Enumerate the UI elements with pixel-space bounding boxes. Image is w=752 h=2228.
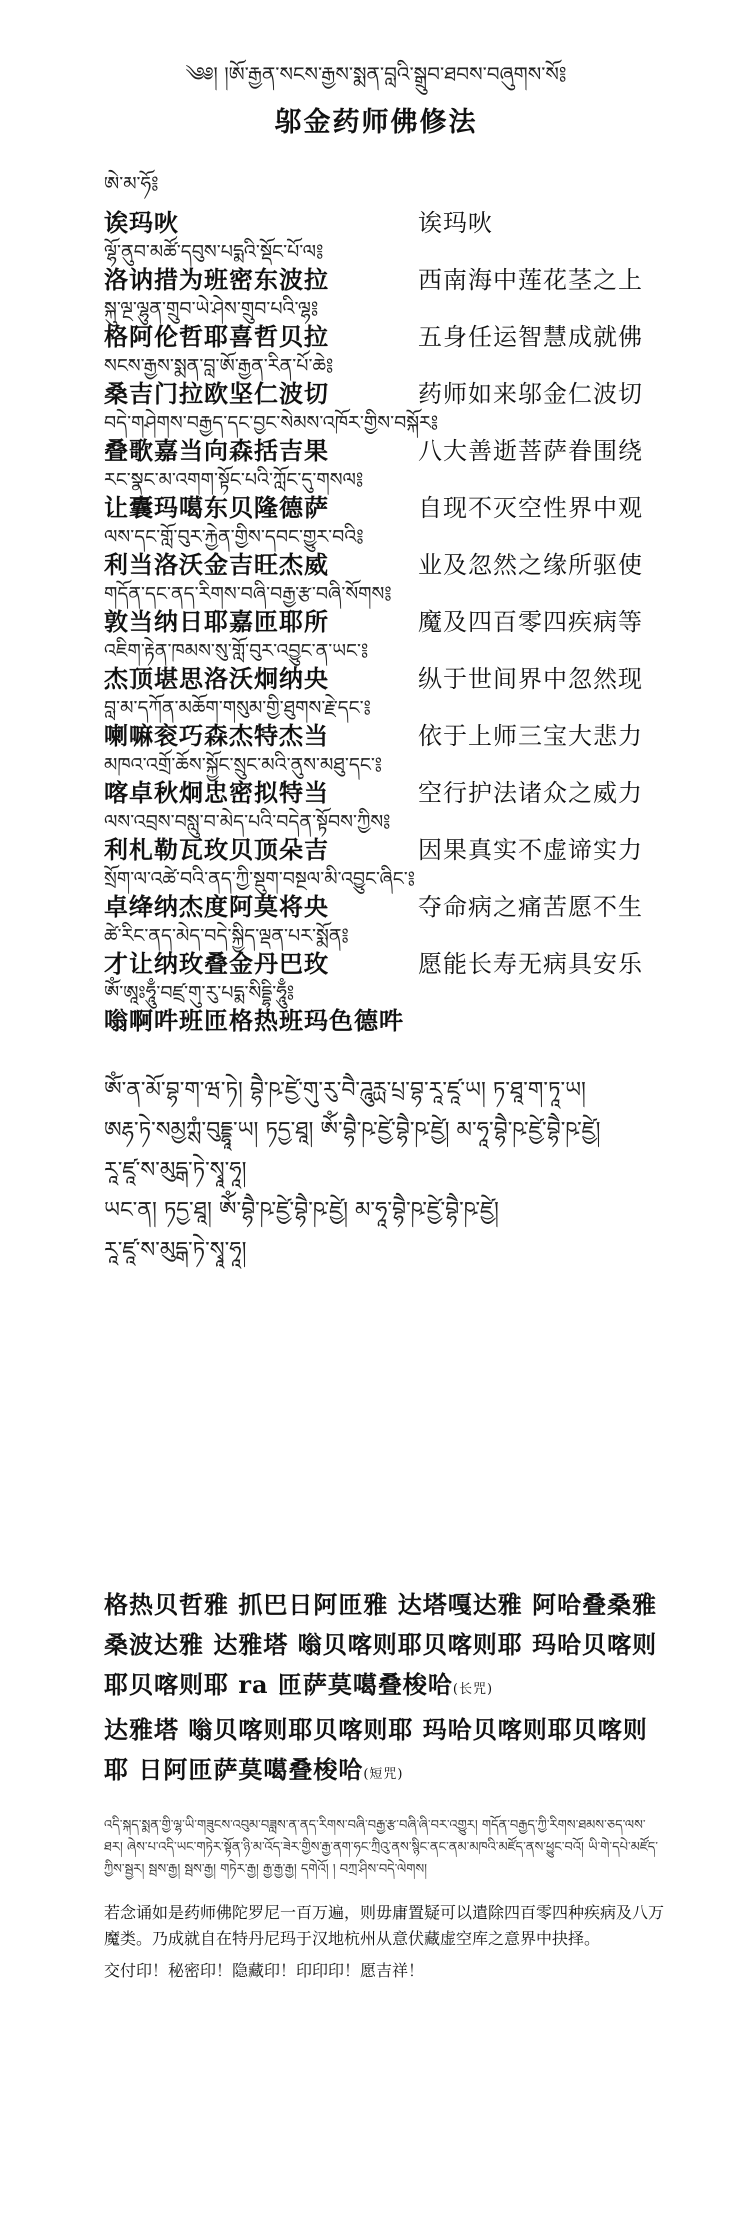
verse-tibetan: སྐུ་ལྔ་ལྷུན་གྲུབ་ཡེ་ཤེས་གྲུབ་པའི་ལྷ༔ [104,298,319,320]
verse-translation: 依于上师三宝大悲力 [418,722,643,750]
footer-note: 若念诵如是药师佛陀罗尼一百万遍，则毋庸置疑可以遣除四百零四种疾病及八万魔类。乃成就自在特丹尼玛于汉地杭州从意伏藏虚空库之意界中抉择。 [104,1903,665,1948]
footer-tibetan: འདི་སྐད་སྨན་གྱི་ལྷ་ཡི་གཟུངས་འབུམ་བཟླས་ན་ནད་རིགས་བཞི་བརྒྱ་རྩ་བཞི་ཞི་བར་འགྱུར། གདོན་བརྒྱད་ཀྱི་རིགས་ཐམས་ཅད་ལས་ཐར། ཞེས་པ་འདི་ཡང་གཏེར་སྟོན་ཉི་མ་འོད་ཟེར་གྱིས་རྒྱ་ནག་ཧང་ཀྲིའུ་ནས་སྙིང་ནང་ནམ་མཁའི་མཛོད་ནས་ཕྱུང་བའོ། ཡི་གེ་དཔེ་མཛོད་ཀྱིས་སྦྱར། སྦས་རྒྱ། སྦས་རྒྱ། གཏེར་རྒྱ། རྒྱ་རྒྱ་རྒྱ། དགེའོ། ། བཀྲ་ཤིས་བདེ་ལེགས། [104,1818,659,1877]
verse-tibetan: སངས་རྒྱས་སྨན་བླ་ཨོ་རྒྱན་རིན་པོ་ཆེ༔ [104,355,334,377]
mantra-tibetan-line: རཱ་ཛཱ་ས་མུདྒ་ཏེ་སྭཱ་ཧཱ། [104,1158,247,1183]
verse-transliteration: 卓绛纳杰度阿莫将央 [104,892,329,921]
verse-translation: 魔及四百零四疾病等 [418,608,643,636]
verse-translation: 药师如来邬金仁波切 [418,380,643,408]
short-mantra-text: 达雅塔 嗡贝喀则耶贝喀则耶 玛哈贝喀则耶贝喀则耶 日阿匝萨莫噶叠梭哈 [104,1715,648,1784]
verse-tibetan: རང་སྣང་མ་འགག་སྟོང་པའི་ཀློང་དུ་གསལ༔ [104,469,364,491]
verse-translation: 纵于世间界中忽然现 [418,665,643,693]
long-mantra-text: 格热贝哲雅 抓巴日阿匝雅 达塔嘎达雅 阿哈叠桑雅桑波达雅 达雅塔 嗡贝喀则耶贝喀则耶 玛哈贝喀则耶贝喀则耶 ra 匝萨莫噶叠梭哈 [104,1590,658,1699]
verse-transliteration: 喀卓秋炯忠密拟特当 [104,778,329,807]
verse-tibetan: བླ་མ་དཀོན་མཆོག་གསུམ་གྱི་ཐུགས་རྗེ་དང་༔ [104,697,371,719]
verse-translation: 夺命病之痛苦愿不生 [418,893,643,921]
verse-tibetan: གདོན་དང་ནད་རིགས་བཞི་བརྒྱ་རྩ་བཞི་སོགས༔ [104,583,392,605]
verse-transliteration: 嗡啊吽班匝格热班玛色德吽 [104,1006,404,1035]
verse-transliteration: 利札勒瓦玫贝顶朵吉 [104,835,329,864]
verse-translation: 自现不灭空性界中观 [418,494,643,522]
verse-translation: 诶玛吙 [418,209,493,237]
verse-transliteration: 喇嘛衮巧森杰特杰当 [104,721,329,750]
page-title: 邬金药师佛修法 [274,107,478,138]
short-mantra [104,1710,664,1795]
verse-tibetan: ཚེ་རིང་ནད་མེད་བདེ་སྐྱིད་ལྡན་པར་སྨོན༔ [104,925,349,947]
verse-tibetan: ཨོཾ་ཨཱཿཧཱུྃ་བཛྲ་གུ་རུ་པདྨ་སིདྡྷི་ཧཱུྃ༔ [104,982,295,1004]
verse-transliteration: 让囊玛噶东贝隆德萨 [104,493,329,522]
short-mantra-note: (短咒) [363,1767,404,1782]
verse-transliteration: 敦当纳日耶嘉匝耶所 [104,607,329,636]
verse-tibetan: བདེ་གཤེགས་བརྒྱད་དང་བྱང་སེམས་འཁོར་གྱིས་བསྐོར༔ [104,412,439,434]
verse-translation: 五身任运智慧成就佛 [418,323,643,351]
verse-translation: 因果真实不虚谛实力 [418,836,643,864]
verse-translation: 八大善逝菩萨眷围绕 [418,437,643,465]
verse-translation: 空行护法诸众之威力 [418,779,643,807]
mantra-tibetan-line: ཨརྷ་ཏེ་སམྱཀྶཾ་བུདྡྷཱ་ཡ། ཏདྱ་ཐཱ། ཨོཾ་བྷཻ་ཥ་ཛྱེ་བྷཻ་ཥ་ཛྱེ། མ་ཧཱ་བྷཻ་ཥ་ཛྱེ་བྷཻ་ཥ་ཛྱེ། [104,1118,601,1143]
verse-transliteration: 诶玛吙 [104,208,179,237]
verse-transliteration: 才让纳玫叠金丹巴玫 [104,949,329,978]
verse-translation: 西南海中莲花茎之上 [418,266,643,294]
verse-transliteration: 叠歌嘉当向森括吉果 [104,436,329,465]
verse-tibetan: ལྷོ་ནུབ་མཚོ་དབུས་པདྨའི་སྡོང་པོ་ལ༔ [104,241,324,263]
long-mantra-note: (长咒) [452,1682,494,1697]
tibetan-title-text: ༄༅། །ཨོ་རྒྱན་སངས་རྒྱས་སྨན་བླའི་སྒྲུབ་ཐབས་བཞུགས་སོ༔ [185,62,567,86]
opening-tibetan: ཨེ་མ་ཧོ༔ [104,173,159,195]
verse-tibetan: མཁའ་འགྲོ་ཆོས་སྐྱོང་སྲུང་མའི་ནུས་མཐུ་དང་༔ [104,754,383,776]
verse-tibetan: ལས་འབྲས་བསླུ་བ་མེད་པའི་བདེན་སྟོབས་ཀྱིས༔ [104,811,391,833]
verse-translation: 业及忽然之缘所驱使 [418,551,643,579]
verse-tibetan: ལས་དང་གློ་བུར་རྐྱེན་གྱིས་དབང་གྱུར་བའི༔ [104,526,364,548]
verse-translation: 愿能长寿无病具安乐 [418,950,643,978]
verse-transliteration: 格阿伦哲耶喜哲贝拉 [104,322,329,351]
verse-tibetan: སྲོག་ལ་འཚེ་བའི་ནད་ཀྱི་སྡུག་བསྔལ་མི་འབྱུང་ཞིང་༔ [104,868,415,890]
verse-transliteration: 洛讷措为班密东波拉 [104,265,329,294]
verse-transliteration: 利当洛沃金吉旺杰威 [104,550,329,579]
verse-transliteration: 桑吉门拉欧坚仁波切 [104,379,329,408]
mantra-tibetan-line: ཨོཾ་ན་མོ་བྷ་ག་ཝ་ཏེ། བྷཻ་ཥ་ཛྱེ་གུ་རུ་བཻ་ཌཱུརྻ་པྲ་བྷ་རཱ་ཛཱ་ཡ། ཏ་ཐཱ་ག་ཏཱ་ཡ། [104,1078,586,1103]
long-mantra [104,1585,664,1710]
verse-tibetan: འཇིག་རྟེན་ཁམས་སུ་གློ་བུར་འབྱུང་ན་ཡང་༔ [104,640,369,662]
verse-transliteration: 杰顶堪思洛沃炯纳央 [104,664,329,693]
mantra-tibetan-line: ཡང་ན། ཏདྱ་ཐཱ། ཨོཾ་བྷཻ་ཥ་ཛྱེ་བྷཻ་ཥ་ཛྱེ། མ་ཧཱ་བྷཻ་ཥ་ཛྱེ་བྷཻ་ཥ་ཛྱེ། [104,1198,499,1223]
footer-seal: 交付印！秘密印！隐藏印！印印印！愿吉祥！ [104,1961,425,1980]
mantra-tibetan-line: རཱ་ཛཱ་ས་མུདྒ་ཏེ་སྭཱ་ཧཱ། [104,1238,247,1263]
